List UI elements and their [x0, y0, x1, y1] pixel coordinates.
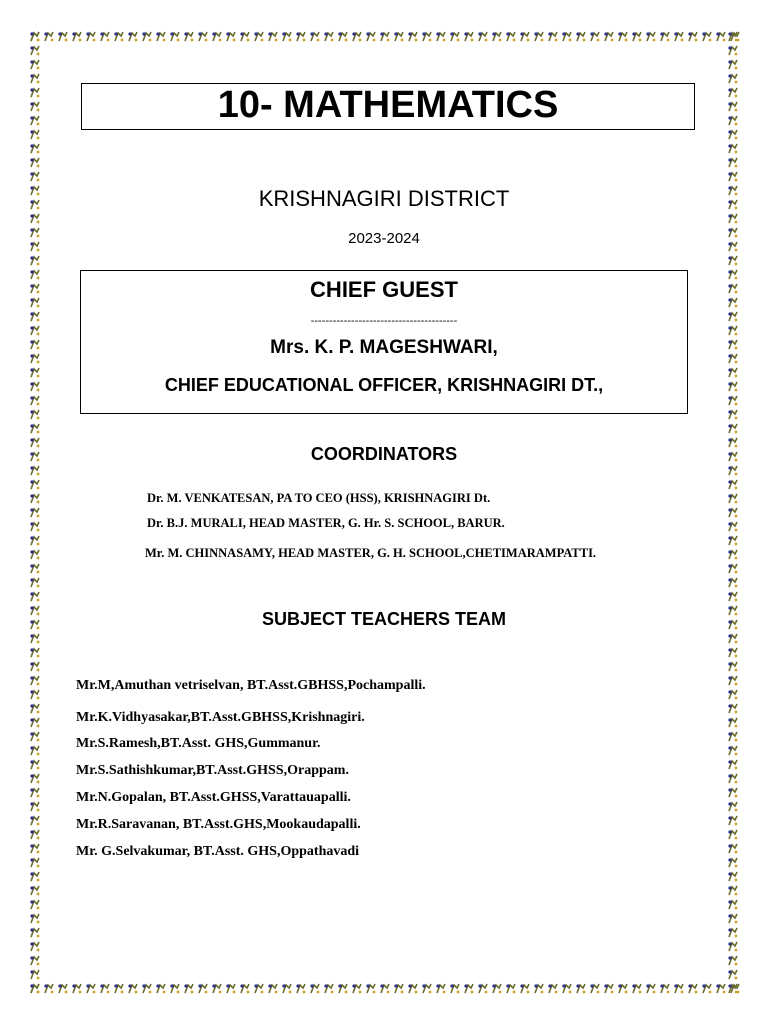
- teachers-heading: SUBJECT TEACHERS TEAM: [261, 609, 507, 629]
- coordinators-heading: COORDINATORS: [310, 444, 458, 464]
- teacher-item: Mr.S.Ramesh,BT.Asst. GHS,Gummanur.: [76, 736, 321, 751]
- ornament-border-left-icon: [28, 30, 42, 996]
- coordinator-item: Dr. M. VENKATESAN, PA TO CEO (HSS), KRISHNAGIRI Dt.: [147, 491, 491, 505]
- coordinator-item: Mr. M. CHINNASAMY, HEAD MASTER, G. H. SCHOOL,CHETIMARAMPATTI.: [145, 546, 597, 560]
- teacher-item: Mr.K.Vidhyasakar,BT.Asst.GBHSS,Krishnagiri.: [76, 710, 365, 725]
- teacher-item: Mr.S.Sathishkumar,BT.Asst.GHSS,Orappam.: [76, 763, 349, 778]
- chief-guest-heading: CHIEF GUEST: [310, 277, 458, 302]
- chief-guest-role: CHIEF EDUCATIONAL OFFICER, KRISHNAGIRI DT.,: [164, 375, 604, 395]
- teacher-item: Mr.R.Saravanan, BT.Asst.GHS,Mookaudapalli.: [76, 817, 361, 832]
- page-title: 10- MATHEMATICS: [217, 84, 559, 126]
- teacher-item: Mr. G.Selvakumar, BT.Asst. GHS,Oppathavadi: [76, 844, 360, 859]
- chief-guest-name: Mrs. K. P. MAGESHWARI,: [270, 337, 498, 358]
- ornament-border-right-icon: [726, 30, 740, 996]
- chief-guest-box: [80, 270, 688, 414]
- teacher-item: Mr.M,Amuthan vetriselvan, BT.Asst.GBHSS,Pochampalli.: [76, 678, 426, 693]
- separator-line: ----------------------------------------: [310, 315, 458, 327]
- ornament-border-bottom-icon: [28, 982, 740, 996]
- title-box: [81, 83, 695, 130]
- academic-year: 2023-2024: [348, 230, 420, 247]
- district-text: KRISHNAGIRI DISTRICT: [258, 186, 510, 211]
- coordinator-item: Dr. B.J. MURALI, HEAD MASTER, G. Hr. S. SCHOOL, BARUR.: [147, 516, 505, 530]
- ornament-border-top-icon: [28, 30, 740, 44]
- teacher-item: Mr.N.Gopalan, BT.Asst.GHSS,Varattauapalli.: [76, 790, 351, 805]
- district-name: [0, 186, 768, 212]
